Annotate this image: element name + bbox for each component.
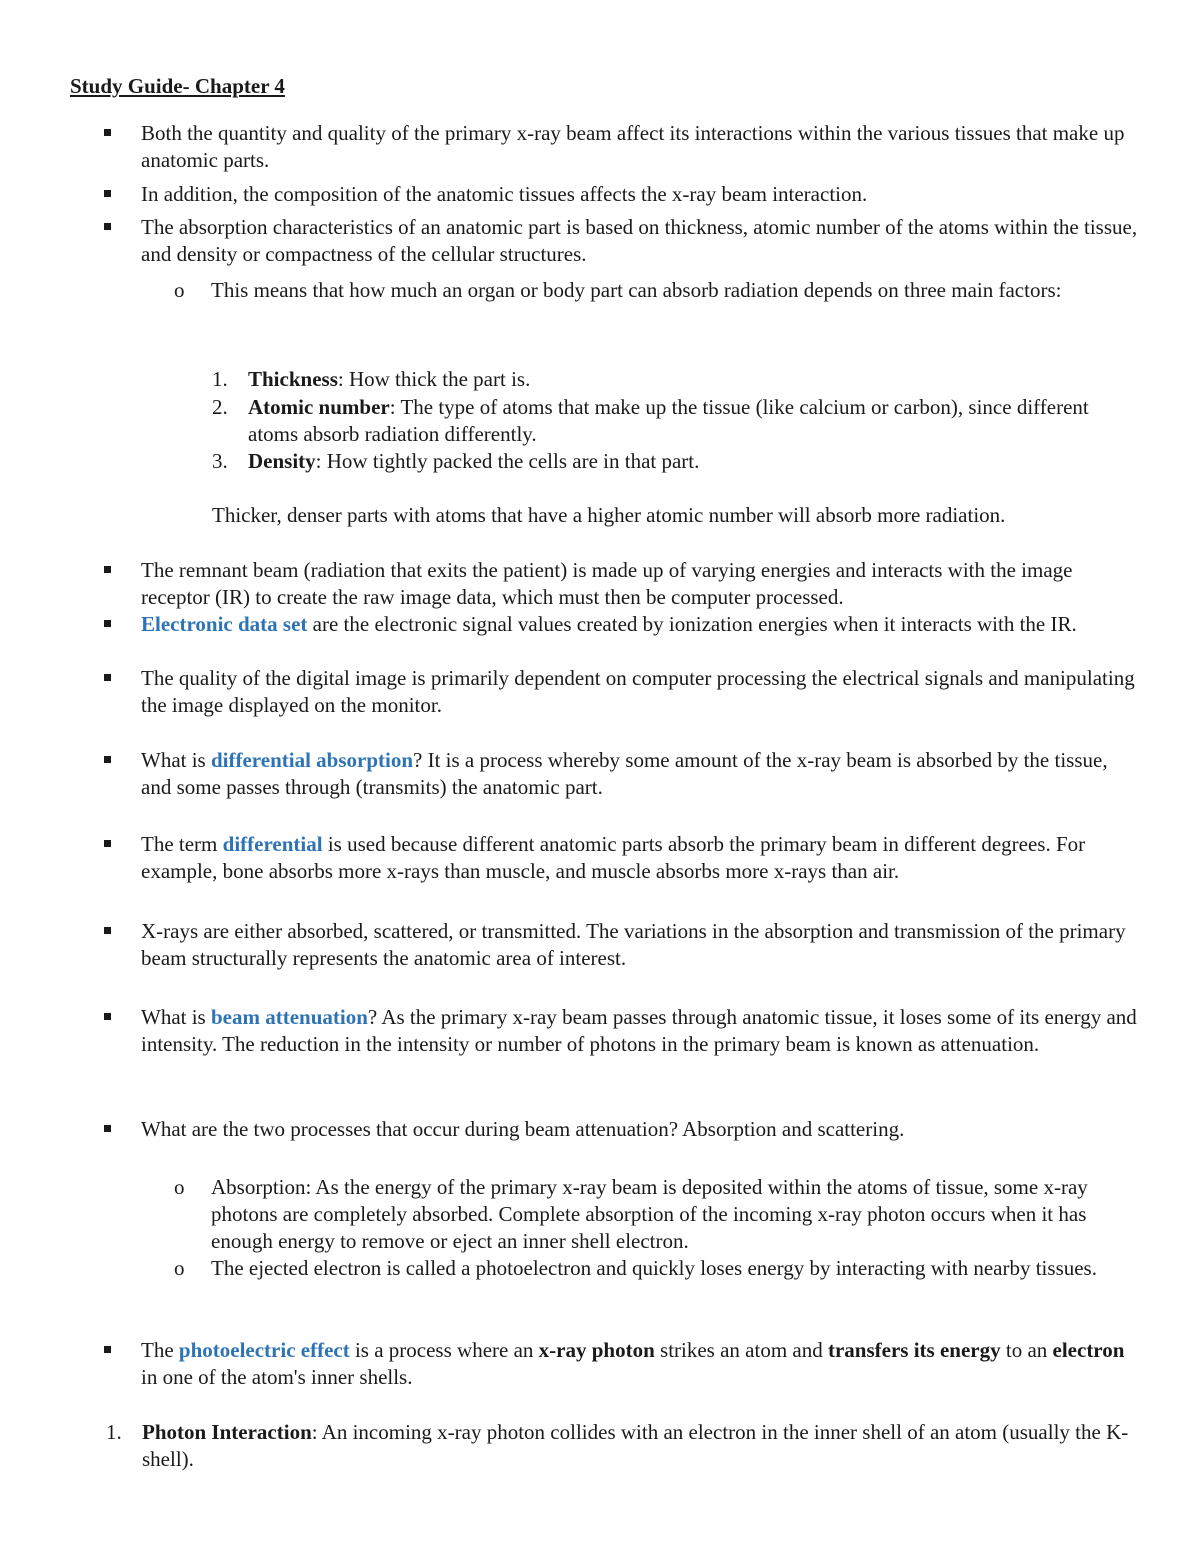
list-number: 1. (106, 1420, 122, 1444)
highlight-term: differential absorption (210, 748, 414, 772)
numbered-text (248, 366, 1128, 393)
bullet-text-pre: What is (141, 1005, 211, 1029)
summary-paragraph: Thicker, denser parts with atoms that have a higher atomic number will absorb more radiation. (212, 503, 1006, 527)
term: Photon Interaction (142, 1420, 312, 1444)
square-bullet-icon (104, 620, 111, 627)
highlight-term: beam attenuation (210, 1005, 368, 1029)
list-number: 3. (212, 449, 228, 473)
sub-bullet-text: Absorption: As the energy of the primary x-ray beam is deposited within the atoms of tissue, some x-ray photons are completely absorbed. Complete absorption of the incoming x-ray photon occurs when it has enough energy to remove or eject an inner shell electron. (211, 1175, 1088, 1253)
bullet-text: X-rays are either absorbed, scattered, or transmitted. The variations in the absorption and transmission of the primary beam structurally represents the anatomic area of interest. (141, 919, 1126, 970)
bullet-text (141, 831, 1141, 885)
definition: : How thick the part is. (337, 367, 531, 391)
bullet-text-pre: What is (141, 748, 211, 772)
list-number: 2. (212, 395, 228, 419)
circle-bullet-icon: o (174, 1175, 185, 1199)
bullet-text (141, 1337, 1141, 1391)
numbered-text (248, 448, 1128, 475)
square-bullet-icon (104, 190, 111, 197)
bullet-text (141, 747, 1141, 801)
bullet-text-pre: The (141, 1338, 179, 1362)
bullet-text: Both the quantity and quality of the primary x-ray beam affect its interactions within the various tissues that make up anatomic parts. (141, 121, 1125, 172)
numbered-text (142, 1419, 1152, 1473)
bullet-text (141, 611, 1141, 638)
highlight-term: Electronic data set (141, 612, 308, 636)
square-bullet-icon (104, 1013, 111, 1020)
bullet-text-post: ? As the primary x-ray beam passes through anatomic tissue, it loses some of its energy and intensity. The reduction in the intensity or number of photons in the primary beam is known as attenuation. (141, 1005, 1137, 1056)
square-bullet-icon (104, 566, 111, 573)
bold-term: electron (1052, 1338, 1125, 1362)
square-bullet-icon (104, 756, 111, 763)
square-bullet-icon (104, 840, 111, 847)
square-bullet-icon (104, 927, 111, 934)
bullet-text-mid: to an (1000, 1338, 1053, 1362)
bullet-text-mid: strikes an atom and (654, 1338, 828, 1362)
list-number: 1. (212, 367, 228, 391)
bullet-text-post: ? It is a process whereby some amount of the x-ray beam is absorbed by the tissue, and some passes through (transmits) the anatomic part. (141, 748, 1108, 799)
bullet-text-rest: are the electronic signal values created by ionization energies when it interacts with the IR. (307, 612, 1077, 636)
bullet-text: The remnant beam (radiation that exits the patient) is made up of varying energies and interacts with the image receptor (IR) to create the raw image data, which must then be computer processed. (141, 558, 1073, 609)
bullet-text-post: in one of the atom's inner shells. (141, 1365, 413, 1389)
term: Thickness (248, 367, 338, 391)
term: Atomic number (248, 395, 390, 419)
highlight-term: photoelectric effect (178, 1338, 350, 1362)
bullet-text (141, 1004, 1141, 1058)
circle-bullet-icon: o (174, 1256, 185, 1280)
bullet-text-mid: is a process where an (349, 1338, 539, 1362)
term: Density (248, 449, 316, 473)
bold-term: x-ray photon (538, 1338, 655, 1362)
square-bullet-icon (104, 129, 111, 136)
definition: : The type of atoms that make up the tissue (like calcium or carbon), since different atoms absorb radiation differently. (248, 395, 1089, 446)
bullet-text: What are the two processes that occur during beam attenuation? Absorption and scattering. (141, 1117, 905, 1141)
bold-term: transfers its energy (827, 1338, 1001, 1362)
square-bullet-icon (104, 1346, 111, 1353)
square-bullet-icon (104, 674, 111, 681)
definition: : How tightly packed the cells are in that part. (315, 449, 700, 473)
numbered-text (248, 394, 1128, 448)
bullet-text: The quality of the digital image is primarily dependent on computer processing the electrical signals and manipulating the image displayed on the monitor. (141, 666, 1135, 717)
square-bullet-icon (104, 1125, 111, 1132)
bullet-text-post: is used because different anatomic parts absorb the primary beam in different degrees. For example, bone absorbs more x-rays than muscle, and muscle absorbs more x-rays than air. (141, 832, 1086, 883)
square-bullet-icon (104, 223, 111, 230)
bullet-text-pre: The term (141, 832, 223, 856)
circle-bullet-icon: o (174, 278, 185, 302)
definition: : An incoming x-ray photon collides with an electron in the inner shell of an atom (usually the K-shell). (142, 1420, 1129, 1471)
page-title: Study Guide- Chapter 4 (70, 74, 285, 98)
bullet-text: The absorption characteristics of an anatomic part is based on thickness, atomic number of the atoms within the tissue, and density or compactness of the cellular structures. (141, 215, 1138, 266)
bullet-text: In addition, the composition of the anatomic tissues affects the x-ray beam interaction. (141, 182, 868, 206)
highlight-term: differential (222, 832, 323, 856)
sub-bullet-text: This means that how much an organ or body part can absorb radiation depends on three main factors: (211, 278, 1062, 302)
sub-bullet-text: The ejected electron is called a photoelectron and quickly loses energy by interacting with nearby tissues. (211, 1256, 1097, 1280)
